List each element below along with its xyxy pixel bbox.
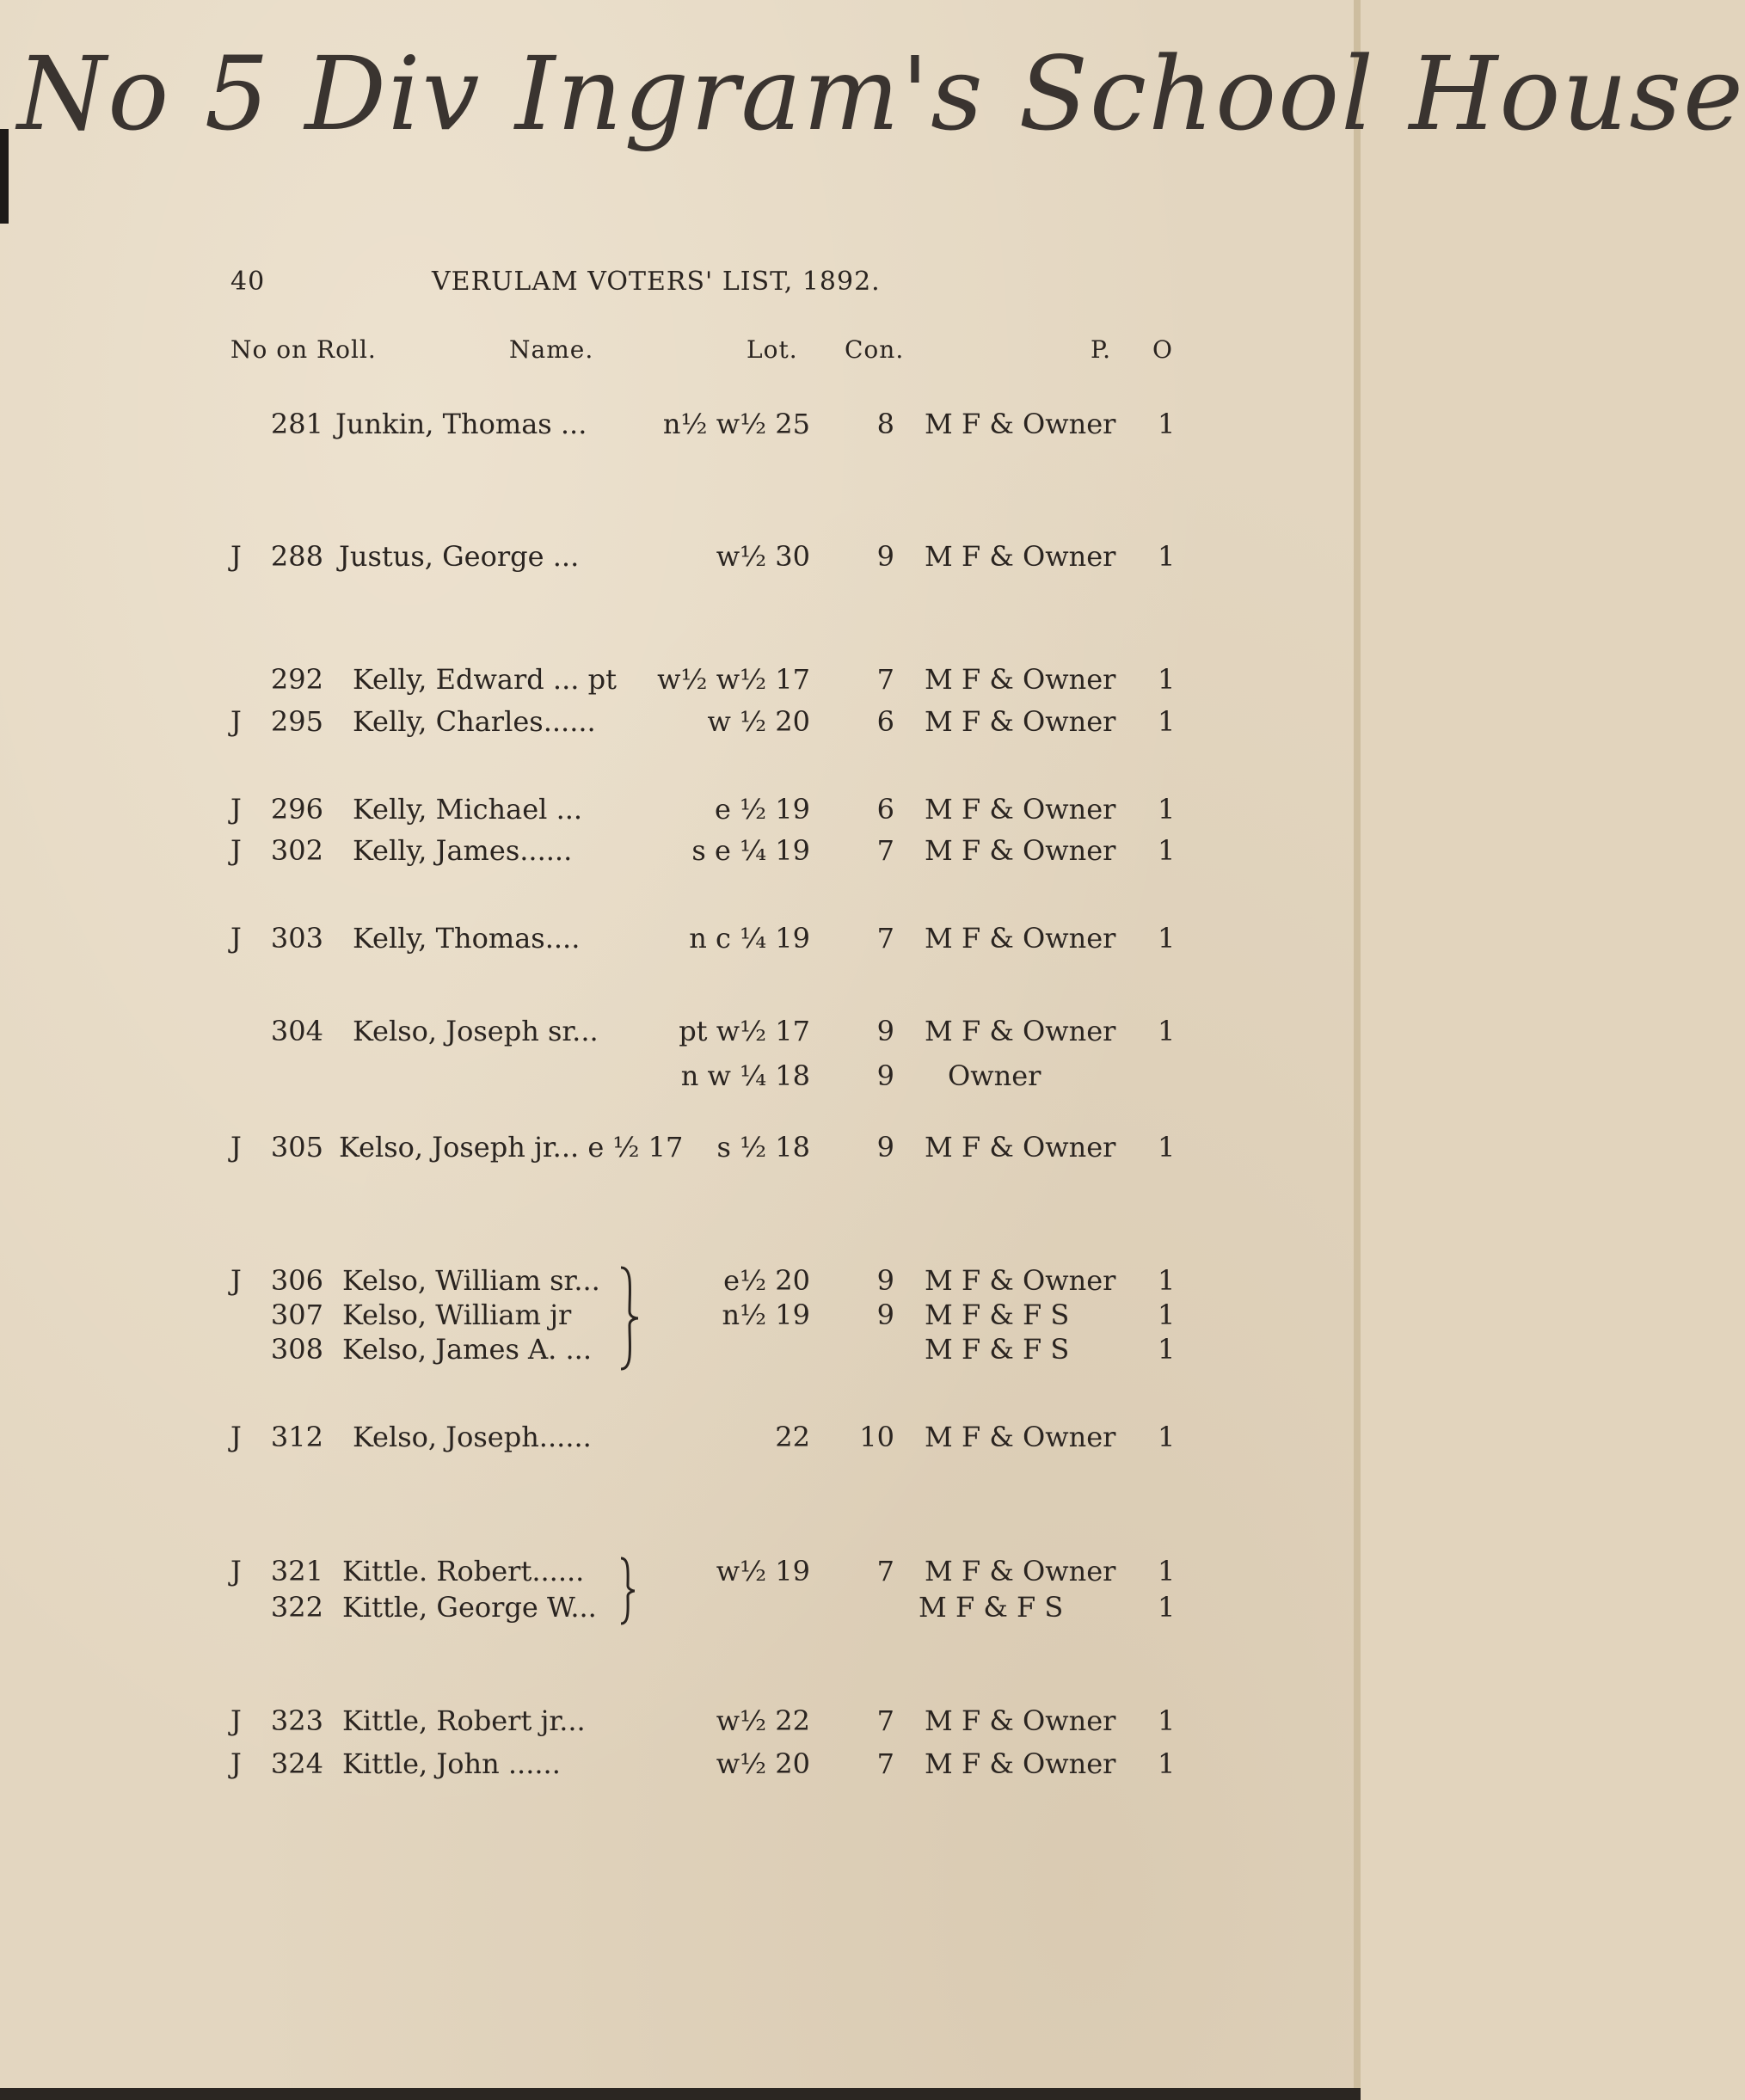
qualification: M F & Owner	[925, 834, 1116, 867]
column-header-o: O	[1152, 335, 1173, 364]
voter-name: Kittle. Robert......	[342, 1555, 585, 1587]
handwritten-heading: No 5 Div Ingram's School House	[17, 34, 1745, 153]
column-header-no-on-roll: No on Roll.	[230, 335, 377, 364]
qualification: M F & Owner	[925, 1421, 1116, 1453]
juror-mark: J	[230, 1555, 242, 1587]
voter-name: Kelly, James......	[353, 834, 573, 867]
juror-mark: J	[230, 1264, 242, 1297]
roll-number: 323	[270, 1704, 323, 1737]
qualification: M F & Owner	[925, 793, 1116, 826]
count: 1	[1158, 1264, 1176, 1297]
count: 1	[1158, 1421, 1176, 1453]
voter-name: Kelly, Michael ...	[353, 793, 583, 826]
column-header-name: Name.	[509, 335, 594, 364]
bottom-edge	[0, 2088, 1361, 2100]
lot: n½ 19	[722, 1299, 810, 1331]
qualification: M F & Owner	[925, 540, 1116, 573]
juror-mark: J	[230, 1704, 242, 1737]
juror-mark: J	[230, 540, 242, 573]
roll-number: 303	[270, 922, 323, 955]
roll-number: 306	[270, 1264, 323, 1297]
qualification: M F & Owner	[925, 922, 1116, 955]
qualification: M F & F S	[919, 1591, 1064, 1624]
qualification: M F & Owner	[925, 1015, 1116, 1047]
concession: 9	[876, 540, 894, 573]
voter-name: Justus, George ...	[339, 540, 580, 573]
concession: 9	[876, 1131, 894, 1164]
concession: 7	[876, 922, 894, 955]
lot: w½ w½ 17	[657, 663, 810, 696]
qualification: M F & Owner	[925, 705, 1116, 738]
lot: n½ w½ 25	[662, 408, 810, 440]
qualification: M F & Owner	[925, 1555, 1116, 1587]
count: 1	[1158, 1333, 1176, 1366]
count: 1	[1158, 1015, 1176, 1047]
count: 1	[1158, 663, 1176, 696]
list-title: VERULAM VOTERS' LIST, 1892.	[432, 267, 881, 297]
page-edge	[1354, 0, 1361, 2100]
lot: w½ 19	[716, 1555, 810, 1587]
roll-number: 281	[270, 408, 323, 440]
lot: pt w½ 17	[679, 1015, 810, 1047]
qualification: M F & Owner	[925, 1264, 1116, 1297]
roll-number: 321	[270, 1555, 323, 1587]
concession: 7	[876, 663, 894, 696]
juror-mark: J	[230, 834, 242, 867]
voter-name: Kelso, James A. ...	[342, 1333, 592, 1366]
juror-mark: J	[230, 1747, 242, 1780]
count: 1	[1158, 408, 1176, 440]
lot: s ½ 18	[716, 1131, 810, 1164]
voter-name: Kittle, George W...	[342, 1591, 597, 1624]
roll-number: 324	[270, 1747, 323, 1780]
voter-name: Kelso, William jr	[342, 1299, 572, 1331]
juror-mark: J	[230, 1131, 242, 1164]
roll-number: 295	[270, 705, 323, 738]
lot: 22	[775, 1421, 810, 1453]
binding-edge	[0, 129, 9, 224]
roll-number: 305	[270, 1131, 323, 1164]
concession: 7	[876, 1704, 894, 1737]
qualification: M F & F S	[925, 1333, 1070, 1366]
concession: 8	[876, 408, 894, 440]
concession: 7	[876, 1747, 894, 1780]
column-header-p: P.	[1091, 335, 1112, 364]
count: 1	[1158, 1591, 1176, 1624]
juror-mark: J	[230, 1421, 242, 1453]
count: 1	[1158, 1131, 1176, 1164]
qualification: M F & Owner	[925, 1747, 1116, 1780]
count: 1	[1158, 705, 1176, 738]
juror-mark: J	[230, 705, 242, 738]
qualification: Owner	[948, 1059, 1041, 1092]
qualification: M F & Owner	[925, 1131, 1116, 1164]
roll-number: 308	[270, 1333, 323, 1366]
count: 1	[1158, 922, 1176, 955]
roll-number: 288	[270, 540, 323, 573]
concession: 9	[876, 1264, 894, 1297]
qualification: M F & Owner	[925, 408, 1116, 440]
lot: w ½ 20	[707, 705, 810, 738]
voter-name: Kelso, Joseph jr... e ½ 17	[339, 1131, 684, 1164]
voter-name: Kelly, Edward ... pt	[353, 663, 617, 696]
voter-name: Kelly, Charles......	[353, 705, 596, 738]
roll-number: 296	[270, 793, 323, 826]
voter-name: Kittle, John ......	[342, 1747, 561, 1780]
voter-name: Kelso, Joseph......	[353, 1421, 592, 1453]
roll-number: 307	[270, 1299, 323, 1331]
concession: 10	[859, 1421, 894, 1453]
concession: 7	[876, 1555, 894, 1587]
qualification: M F & Owner	[925, 1704, 1116, 1737]
concession: 9	[876, 1059, 894, 1092]
lot: w½ 22	[716, 1704, 810, 1737]
roll-number: 292	[270, 663, 323, 696]
lot: e½ 20	[723, 1264, 810, 1297]
column-header-lot: Lot.	[747, 335, 798, 364]
juror-mark: J	[230, 922, 242, 955]
count: 1	[1158, 1747, 1176, 1780]
lot: e ½ 19	[714, 793, 810, 826]
voter-name: Kittle, Robert jr...	[342, 1704, 586, 1737]
voter-name: Kelso, William sr...	[342, 1264, 600, 1297]
count: 1	[1158, 793, 1176, 826]
grouping-brace	[618, 1555, 640, 1627]
lot: n c ¼ 19	[689, 922, 810, 955]
concession: 9	[876, 1015, 894, 1047]
count: 1	[1158, 1555, 1176, 1587]
qualification: M F & F S	[925, 1299, 1070, 1331]
count: 1	[1158, 540, 1176, 573]
voter-name: Kelly, Thomas....	[353, 922, 581, 955]
count: 1	[1158, 1299, 1176, 1331]
roll-number: 312	[270, 1421, 323, 1453]
concession: 9	[876, 1299, 894, 1331]
lot: s e ¼ 19	[691, 834, 810, 867]
lot: w½ 20	[716, 1747, 810, 1780]
count: 1	[1158, 1704, 1176, 1737]
lot: w½ 30	[716, 540, 810, 573]
juror-mark: J	[230, 793, 242, 826]
voter-name: Kelso, Joseph sr...	[353, 1015, 599, 1047]
grouping-brace	[618, 1264, 643, 1372]
roll-number: 304	[270, 1015, 323, 1047]
count: 1	[1158, 834, 1176, 867]
concession: 6	[876, 705, 894, 738]
concession: 7	[876, 834, 894, 867]
concession: 6	[876, 793, 894, 826]
qualification: M F & Owner	[925, 663, 1116, 696]
column-header-con: Con.	[845, 335, 905, 364]
roll-number: 302	[270, 834, 323, 867]
lot: n w ¼ 18	[680, 1059, 810, 1092]
voter-name: Junkin, Thomas ...	[335, 408, 587, 440]
roll-number: 322	[270, 1591, 323, 1624]
page-number: 40	[230, 267, 266, 297]
